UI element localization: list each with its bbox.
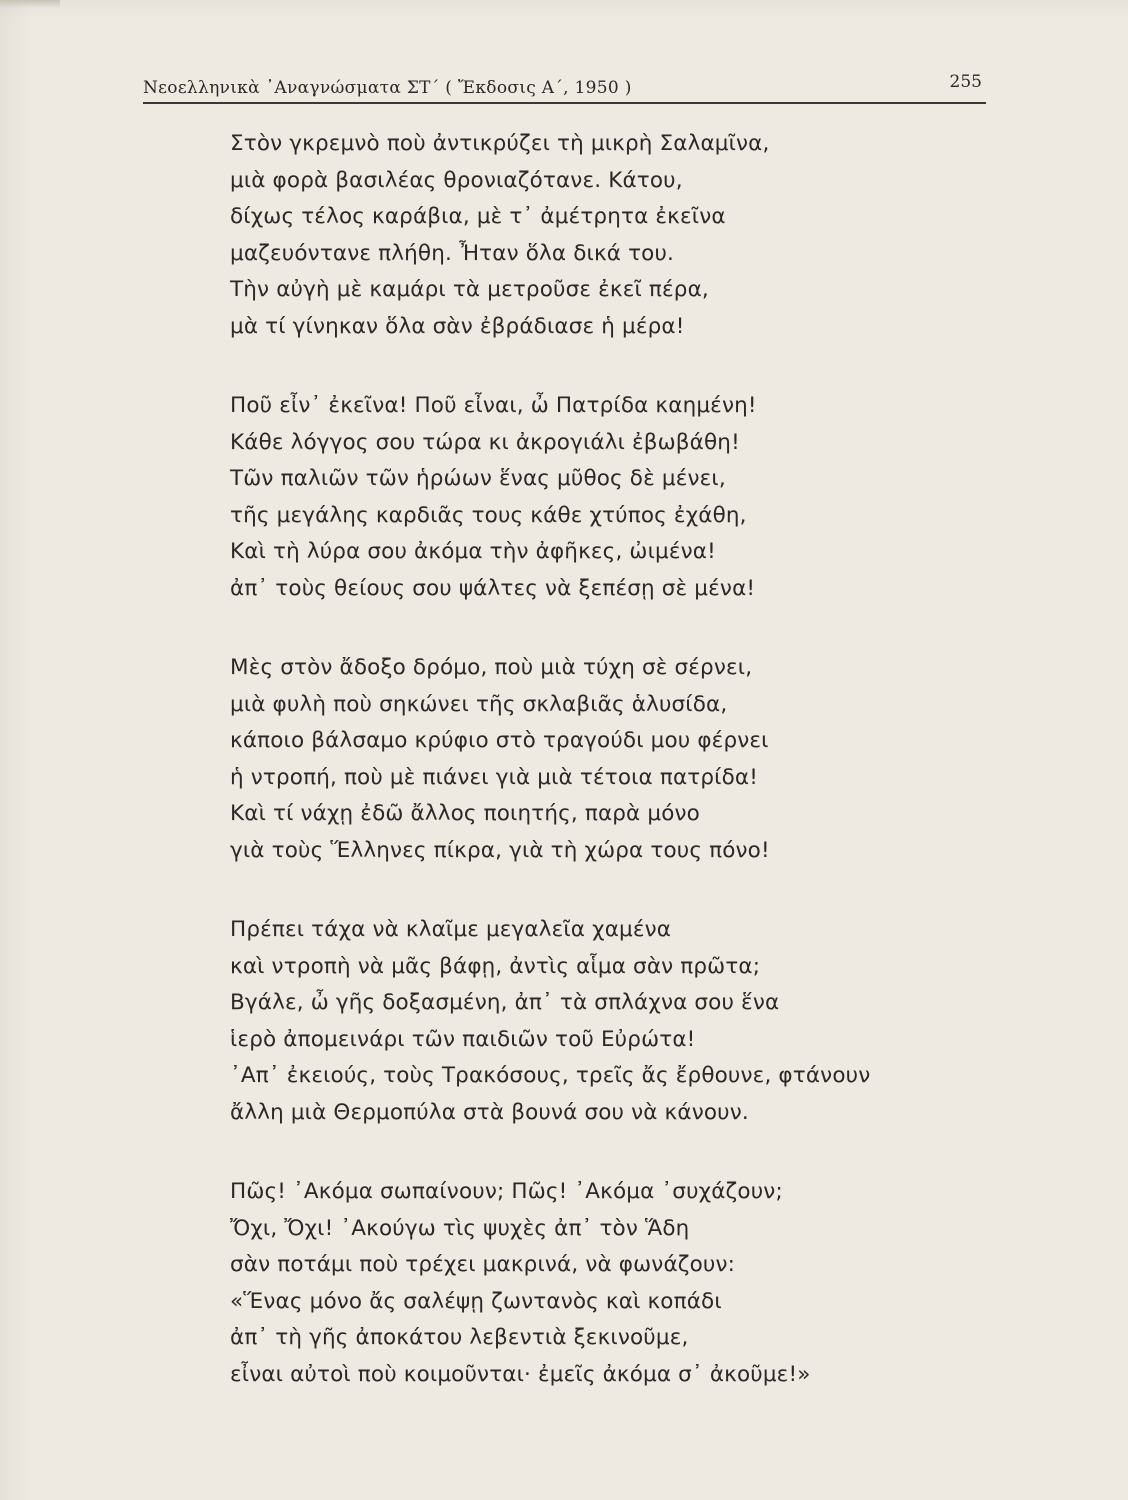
poem-line: ἱερὸ ἀπομεινάρι τῶν παιδιῶν τοῦ Εὐρώτα! [230, 1026, 696, 1052]
poem-line: Ποῦ εἶν᾿ ἐκεῖνα! Ποῦ εἶναι, ὦ Πατρίδα καημένη! [230, 393, 757, 418]
poem-line: δίχως τέλος καράβια, μὲ τ᾿ ἀμέτρητα ἐκεῖνα [230, 204, 726, 229]
stanza-gap [230, 607, 950, 650]
poem-line: Πρέπει τάχα νὰ κλαῖμε μεγαλεῖα χαμένα [230, 917, 672, 942]
poem-line: Κάθε λόγγος σου τώρα κι ἀκρογιάλι ἐβωβάθη! [230, 429, 740, 455]
poem-line: ἡ ντροπή, ποὺ μὲ πιάνει γιὰ μιὰ τέτοια πατρίδα! [230, 764, 758, 790]
poem-body [230, 126, 950, 1393]
poem-line: κάποιο βάλσαμο κρύφιο στὸ τραγούδι μου φέρνει [230, 728, 769, 753]
stanza-2 [230, 388, 950, 607]
running-head [143, 74, 986, 104]
poem-line: Καὶ τί νάχῃ ἐδῶ ἄλλος ποιητής, παρὰ μόνο [230, 801, 700, 826]
poem-line: ἀπ᾿ τοὺς θείους σου ψάλτες νὰ ξεπέσῃ σὲ μένα! [230, 575, 756, 601]
poem-line: Μὲς στὸν ἄδοξο δρόμο, ποὺ μιὰ τύχη σὲ σέρνει, [230, 655, 753, 680]
poem-line: μιὰ φορὰ βασιλέας θρονιαζότανε. Κάτου, [230, 167, 683, 193]
poem-line: Στὸν γκρεμνὸ ποὺ ἀντικρύζει τὴ μικρὴ Σαλαμῖνα, [230, 131, 770, 156]
poem-line: εἶναι αὐτοὶ ποὺ κοιμοῦνται· ἐμεῖς ἀκόμα σ᾿ ἀκοῦμε!» [230, 1361, 811, 1387]
stanza-5 [230, 1174, 950, 1393]
poem-line: Πῶς! ᾿Ακόμα σωπαίνουν; Πῶς! ᾿Ακόμα ᾿συχάζουν; [230, 1179, 783, 1204]
poem-line: μὰ τί γίνηκαν ὅλα σὰν ἐβράδιασε ἡ μέρα! [230, 313, 685, 339]
poem-line: Ὄχι, Ὄχι! ᾿Ακούγω τὶς ψυχὲς ἀπ᾿ τὸν Ἅδη [230, 1215, 690, 1241]
poem-line: σὰν ποτάμι ποὺ τρέχει μακρινά, νὰ φωνάζουν: [230, 1252, 736, 1277]
stanza-4 [230, 912, 950, 1131]
stanza-gap [230, 345, 950, 388]
book-title-header: Νεοελληνικὰ ᾿Αναγνώσματα ΣΤ΄ ( Ἔκδοσις Α΄, 1950 ) [143, 78, 632, 98]
header-rule [143, 102, 986, 104]
page-number: 255 [949, 72, 982, 92]
poem-line: τῆς μεγάλης καρδιᾶς τους κάθε χτύπος ἐχάθη, [230, 502, 747, 528]
poem-line: ἄλλη μιὰ Θερμοπύλα στὰ βουνά σου νὰ κάνουν. [230, 1099, 749, 1125]
poem-line: μιὰ φυλὴ ποὺ σηκώνει τῆς σκλαβιᾶς ἁλυσίδα, [230, 691, 728, 717]
poem-line: Τῶν παλιῶν τῶν ἡρώων ἕνας μῦθος δὲ μένει, [230, 466, 726, 491]
poem-line: ᾿Απ᾿ ἐκειούς, τοὺς Τρακόσους, τρεῖς ἄς ἔρθουνε, φτάνουν [230, 1063, 871, 1088]
page-edge-shadow [0, 0, 60, 8]
poem-line: Τὴν αὐγὴ μὲ καμάρι τὰ μετροῦσε ἐκεῖ πέρα, [230, 277, 709, 302]
poem-line: Καὶ τὴ λύρα σου ἀκόμα τὴν ἀφῆκες, ὠιμένα! [230, 539, 716, 564]
stanza-1 [230, 126, 950, 345]
poem-line: ἀπ᾿ τὴ γῆς ἀποκάτου λεβεντιὰ ξεκινοῦμε, [230, 1325, 689, 1350]
poem-line: Βγάλε, ὦ γῆς δοξασμένη, ἀπ᾿ τὰ σπλάχνα σου ἕνα [230, 990, 780, 1015]
poem-line: μαζευόντανε πλήθη. Ἦταν ὅλα δικά του. [230, 240, 675, 266]
stanza-gap [230, 869, 950, 912]
poem-line: καὶ ντροπὴ νὰ μᾶς βάφῃ, ἀντὶς αἷμα σὰν πρῶτα; [230, 953, 761, 979]
poem-line: γιὰ τοὺς Ἕλληνες πίκρα, γιὰ τὴ χώρα τους πόνο! [230, 837, 770, 863]
stanza-gap [230, 1131, 950, 1174]
poem-line: «Ἕνας μόνο ἄς σαλέψῃ ζωντανὸς καὶ κοπάδι [230, 1288, 722, 1314]
stanza-3 [230, 650, 950, 869]
